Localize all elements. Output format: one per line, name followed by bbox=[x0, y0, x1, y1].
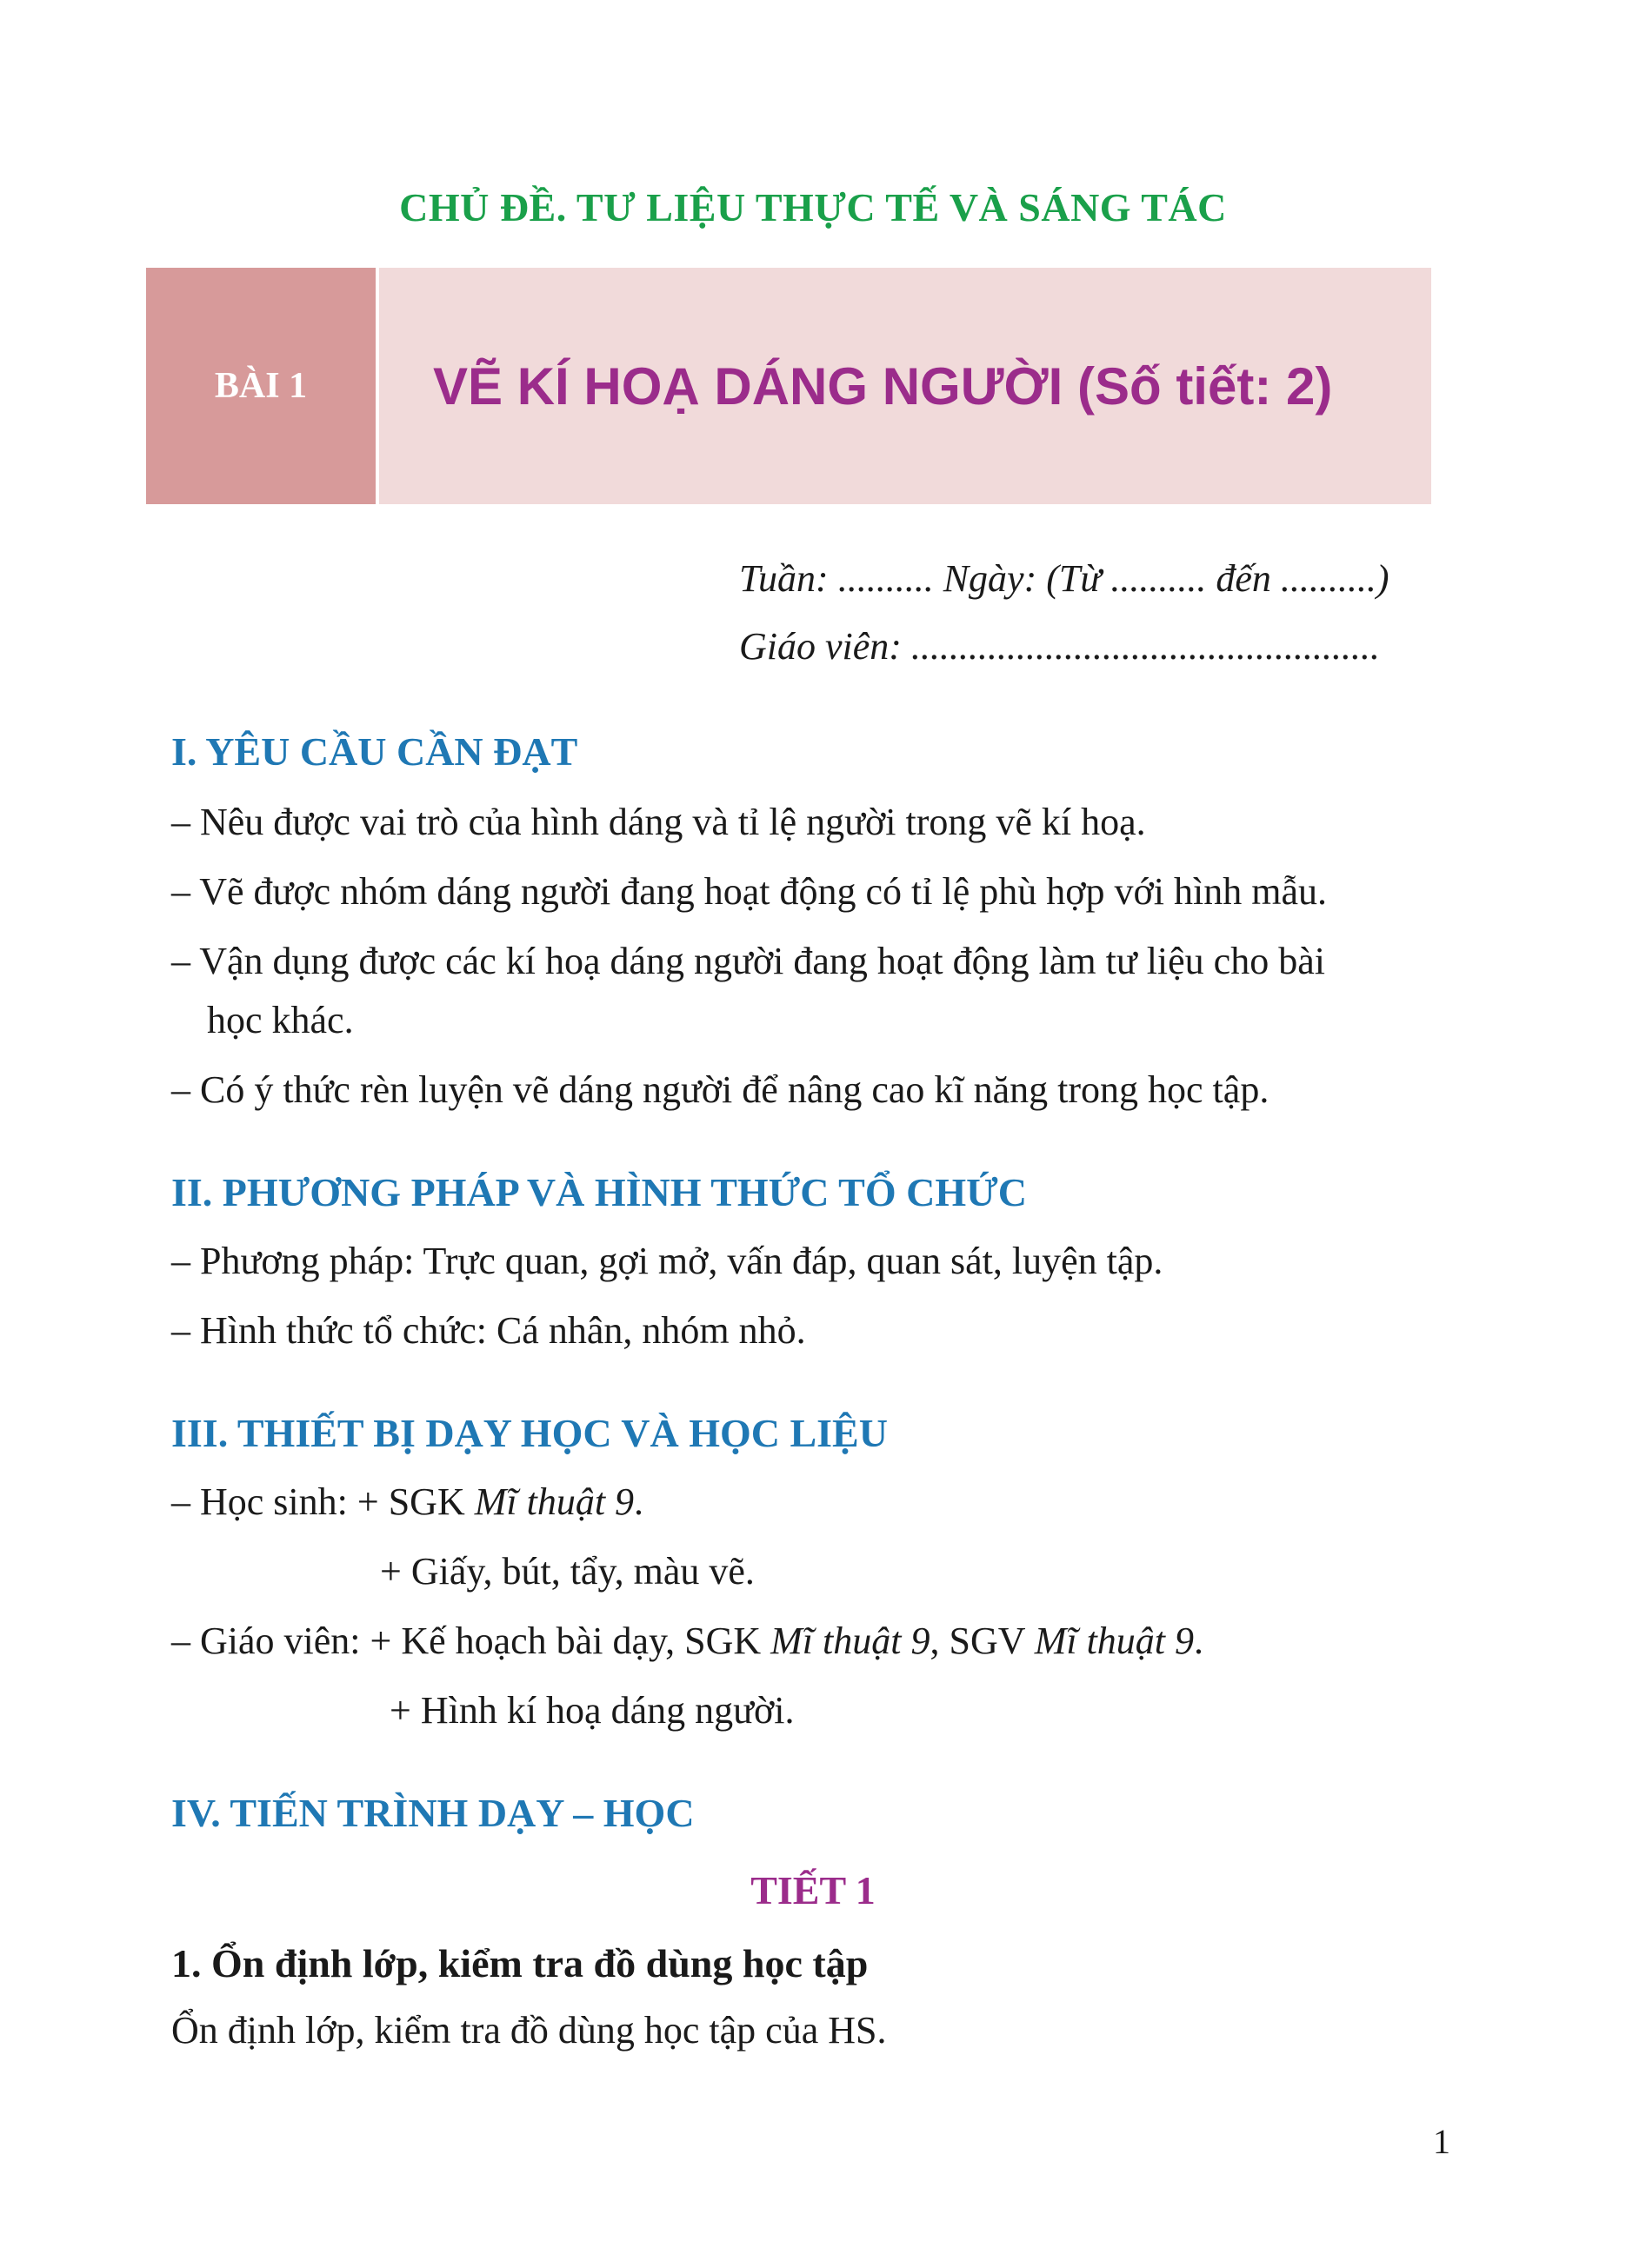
book-title: Mĩ thuật 9 bbox=[770, 1620, 930, 1662]
section-1-item-continuation: học khác. bbox=[207, 999, 354, 1041]
section-2-item: – Phương pháp: Trực quan, gợi mở, vấn đáp, quan sát, luyện tập. bbox=[171, 1240, 1163, 1282]
lesson-title: VẼ KÍ HOẠ DÁNG NGƯỜI (Số tiết: 2) bbox=[433, 356, 1333, 416]
period: . bbox=[634, 1480, 644, 1523]
section-3-heading: III. THIẾT BỊ DẠY HỌC VÀ HỌC LIỆU bbox=[171, 1411, 888, 1455]
subsection-heading: 1. Ổn định lớp, kiểm tra đồ dùng học tập bbox=[171, 1941, 869, 1985]
teacher-materials-prefix: – Giáo viên: + Kế hoạch bài dạy, SGK bbox=[171, 1620, 771, 1662]
section-1-item: – Vận dụng được các kí hoạ dáng người đang hoạt động làm tư liệu cho bài bbox=[171, 940, 1325, 982]
topic-title: CHỦ ĐỀ. TƯ LIỆU THỰC TẾ VÀ SÁNG TÁC bbox=[399, 185, 1227, 229]
student-materials-prefix: – Học sinh: + SGK bbox=[171, 1480, 475, 1523]
section-4-heading: IV. TIẾN TRÌNH DẠY – HỌC bbox=[171, 1791, 695, 1835]
subsection-text: Ổn định lớp, kiểm tra đồ dùng học tập của HS. bbox=[171, 2009, 887, 2052]
student-materials-line bbox=[171, 1480, 643, 1524]
period-heading: TIẾT 1 bbox=[750, 1868, 876, 1912]
period: . bbox=[1194, 1620, 1204, 1662]
lesson-label: BÀI 1 bbox=[146, 268, 376, 504]
teacher-materials-line bbox=[171, 1619, 1203, 1663]
book-title: Mĩ thuật 9 bbox=[474, 1480, 635, 1523]
section-1-heading: I. YÊU CẦU CẦN ĐẠT bbox=[171, 729, 578, 774]
section-2-heading: II. PHƯƠNG PHÁP VÀ HÌNH THỨC TỔ CHỨC bbox=[171, 1170, 1027, 1214]
book-title: Mĩ thuật 9 bbox=[1034, 1620, 1195, 1662]
teacher-line: Giáo viên: ................................................. bbox=[739, 625, 1380, 668]
page-number: 1 bbox=[1433, 2122, 1450, 2161]
section-1-item: – Có ý thức rèn luyện vẽ dáng người để nâng cao kĩ năng trong học tập. bbox=[171, 1068, 1269, 1111]
student-materials-line-2: + Giấy, bút, tẩy, màu vẽ. bbox=[380, 1550, 755, 1593]
week-date-line: Tuần: .......... Ngày: (Từ .......... đến ..........) bbox=[739, 557, 1389, 600]
teacher-materials-mid: , SGV bbox=[930, 1620, 1035, 1662]
lesson-title-box bbox=[379, 268, 1431, 504]
section-2-item: – Hình thức tổ chức: Cá nhân, nhóm nhỏ. bbox=[171, 1309, 806, 1352]
section-1-item: – Nêu được vai trò của hình dáng và tỉ lệ người trong vẽ kí hoạ. bbox=[171, 801, 1146, 843]
lesson-banner bbox=[146, 268, 1431, 504]
teacher-materials-line-2: + Hình kí hoạ dáng người. bbox=[390, 1689, 795, 1732]
section-1-item: – Vẽ được nhóm dáng người đang hoạt động có tỉ lệ phù hợp với hình mẫu. bbox=[171, 870, 1328, 913]
